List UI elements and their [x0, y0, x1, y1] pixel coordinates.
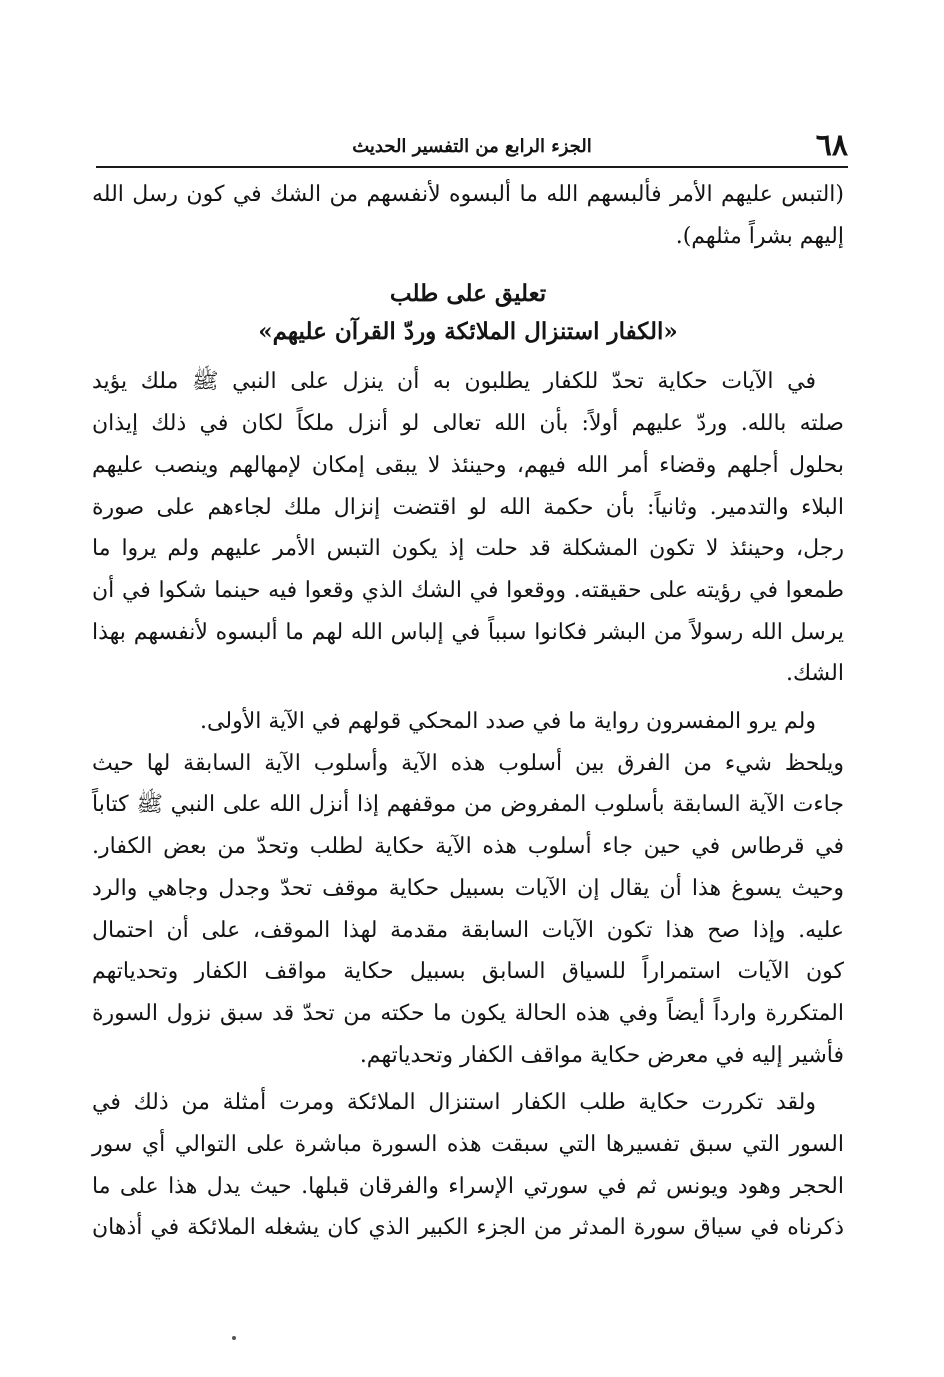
text-line: جاءت الآية السابقة بأسلوب المفروض من موقفهم إذا أنزل الله على النبي ﷺ كتاباً	[92, 792, 844, 818]
text-line: (التبس عليهم الأمر فألبسهم الله ما ألبسوه لأنفسهم من الشك في كون رسل الله	[92, 182, 844, 207]
text-line: ولقد تكررت حكاية طلب الكفار استنزال الملائكة ومرت أمثلة من ذلك في	[92, 1090, 816, 1116]
text-line: يرسل الله رسولاً من البشر فكانوا سبباً في إلباس الله لهم ما ألبسوه لأنفسهم بهذا	[92, 619, 844, 645]
text-line: في قرطاس في حين جاء أسلوب هذه الآية حكاية لطلب وتحدّ من بعض الكفار.	[92, 834, 844, 860]
page-number: ٦٨	[815, 128, 848, 163]
page-body	[92, 174, 844, 1249]
section-heading-line-2: «الكفار استنزال الملائكة وردّ القرآن عليهم»	[258, 318, 678, 346]
text-line: إليهم بشراً مثلهم).	[675, 223, 844, 249]
text-line: عليه. وإذا صح هذا تكون الآيات السابقة مقدمة لهذا الموقف، على أن احتمال	[92, 917, 844, 943]
text-line: ولم يرو المفسرون رواية ما في صدد المحكي قولهم في الآية الأولى.	[200, 709, 816, 735]
text-line: طمعوا في رؤيته على حقيقته. ووقعوا في الشك الذي وقعوا فيه حينما شكوا في أن	[92, 577, 844, 603]
page-header	[96, 128, 848, 164]
text-line: الشك.	[786, 661, 844, 687]
paragraph-3	[92, 1082, 844, 1249]
scan-speck	[232, 1336, 236, 1340]
intro-paragraph	[92, 174, 844, 257]
text-line: بحلول أجلهم وقضاء أمر الله فيهم، وحينئذ لا يبقى إمكان لإمهالهم وينصب عليهم	[92, 452, 844, 478]
text-line: السور التي سبق تفسيرها التي سبقت هذه السورة مباشرة على التوالي أي سور	[92, 1132, 844, 1158]
paragraph-1	[92, 361, 844, 695]
header-divider	[96, 166, 848, 168]
text-line: كون الآيات استمراراً للسياق السابق بسبيل حكاية مواقف الكفار وتحدياتهم	[92, 959, 844, 985]
paragraph-2	[92, 701, 844, 1076]
section-heading-line-1: تعليق على طلب	[389, 280, 547, 308]
text-line: البلاء والتدمير. وثانياً: بأن حكمة الله لو اقتضت إنزال ملك لجاءهم على صورة	[92, 494, 844, 520]
text-line: في الآيات حكاية تحدّ للكفار يطلبون به أن ينزل على النبي ﷺ ملك يؤيد	[92, 369, 816, 395]
section-heading	[92, 275, 844, 351]
text-line: ويلحظ شيء من الفرق بين أسلوب هذه الآية وأسلوب الآية السابقة لها حيث	[92, 750, 844, 776]
text-line: المتكررة وارداً أيضاً وفي هذه الحالة يكون ما حكته من تحدّ قد سبق نزول السورة	[92, 1000, 844, 1026]
text-line: ذكرناه في سياق سورة المدثر من الجزء الكبير الذي كان يشغله الملائكة في أذهان	[92, 1215, 844, 1241]
text-line: فأشير إليه في معرض حكاية مواقف الكفار وتحدياتهم.	[359, 1042, 844, 1068]
text-line: رجل، وحينئذ لا تكون المشكلة قد حلت إذ يكون التبس الأمر عليهم ولم يروا ما	[92, 536, 844, 562]
text-line: الحجر وهود ويونس ثم في سورتي الإسراء والفرقان قبلها. حيث يدل هذا على ما	[92, 1173, 844, 1199]
text-line: صلته بالله. وردّ عليهم أولاً: بأن الله تعالى لو أنزل ملكاً لكان في ذلك إيذان	[92, 411, 844, 437]
text-line: وحيث يسوغ هذا أن يقال إن الآيات بسبيل حكاية موقف تحدّ وجدل وجاهي والرد	[92, 875, 844, 901]
running-title: الجزء الرابع من التفسير الحديث	[352, 136, 592, 157]
